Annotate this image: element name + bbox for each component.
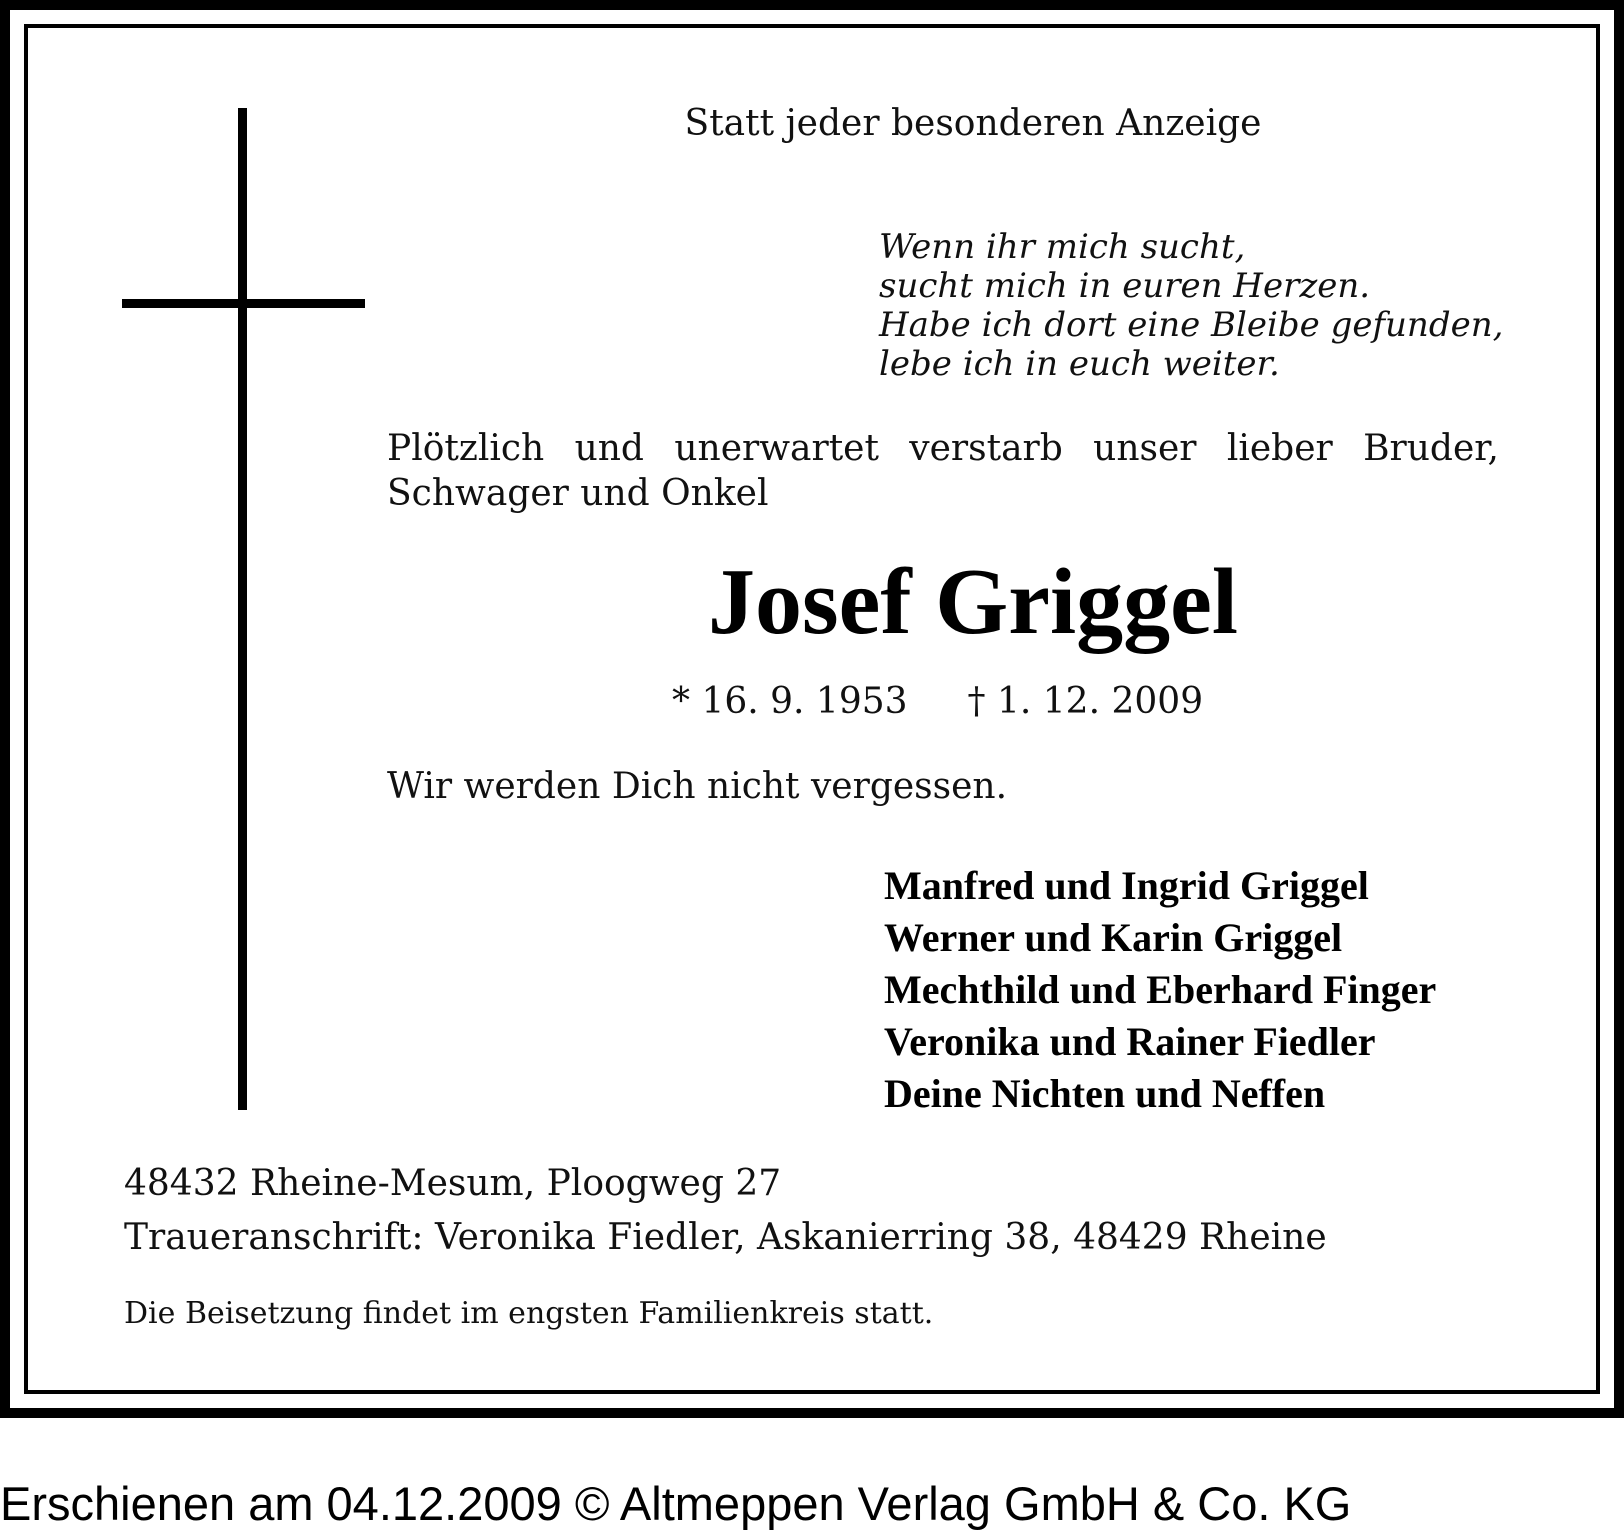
intro-word: Bruder, (1363, 428, 1499, 469)
mourner-entry: Deine Nichten und Neffen (884, 1071, 1326, 1116)
deceased-name: Josef Griggel (708, 550, 1238, 654)
mourner-entry: Werner und Karin Griggel (884, 915, 1343, 960)
intro-word: unser (1093, 428, 1197, 469)
condolence-address: Traueranschrift: Veronika Fiedler, Askanierring 38, 48429 Rheine (124, 1217, 1327, 1258)
poem-line: Habe ich dort eine Bleibe gefunden, (879, 305, 1504, 345)
intro-word: Plötzlich (387, 428, 545, 469)
cross-icon-horizontal-bar (122, 299, 365, 308)
intro-word: verstarb (909, 428, 1063, 469)
address-block (124, 1157, 1327, 1265)
poem-line: lebe ich in euch weiter. (879, 344, 1280, 384)
mourner-entry: Manfred und Ingrid Griggel (884, 863, 1369, 908)
intro-line-2: Schwager und Onkel (387, 473, 769, 514)
mourner-entry: Veronika und Rainer Fiedler (884, 1019, 1376, 1064)
intro-text (387, 426, 1499, 516)
publication-footer: Erschienen am 04.12.2009 © Altmeppen Verlag GmbH & Co. KG (0, 1477, 1352, 1530)
intro-word: unerwartet (674, 428, 879, 469)
mourner-entry: Mechthild und Eberhard Finger (884, 967, 1437, 1012)
residence-address: 48432 Rheine-Mesum, Ploogweg 27 (124, 1163, 782, 1204)
death-date: † 1. 12. 2009 (967, 681, 1204, 722)
poem-line: Wenn ihr mich sucht, (879, 227, 1246, 267)
poem-line: sucht mich in euren Herzen. (879, 266, 1371, 306)
life-dates (672, 681, 1203, 722)
notice-heading: Statt jeder besonderen Anzeige (684, 103, 1262, 144)
farewell-text: Wir werden Dich nicht vergessen. (387, 766, 1008, 807)
birth-date: * 16. 9. 1953 (672, 681, 908, 722)
intro-word: und (574, 428, 644, 469)
mourners-list (884, 860, 1436, 1120)
poem (879, 228, 1503, 384)
burial-notice: Die Beisetzung findet im engsten Familienkreis statt. (124, 1296, 934, 1331)
intro-line-1 (387, 426, 1499, 471)
intro-word: lieber (1226, 428, 1333, 469)
